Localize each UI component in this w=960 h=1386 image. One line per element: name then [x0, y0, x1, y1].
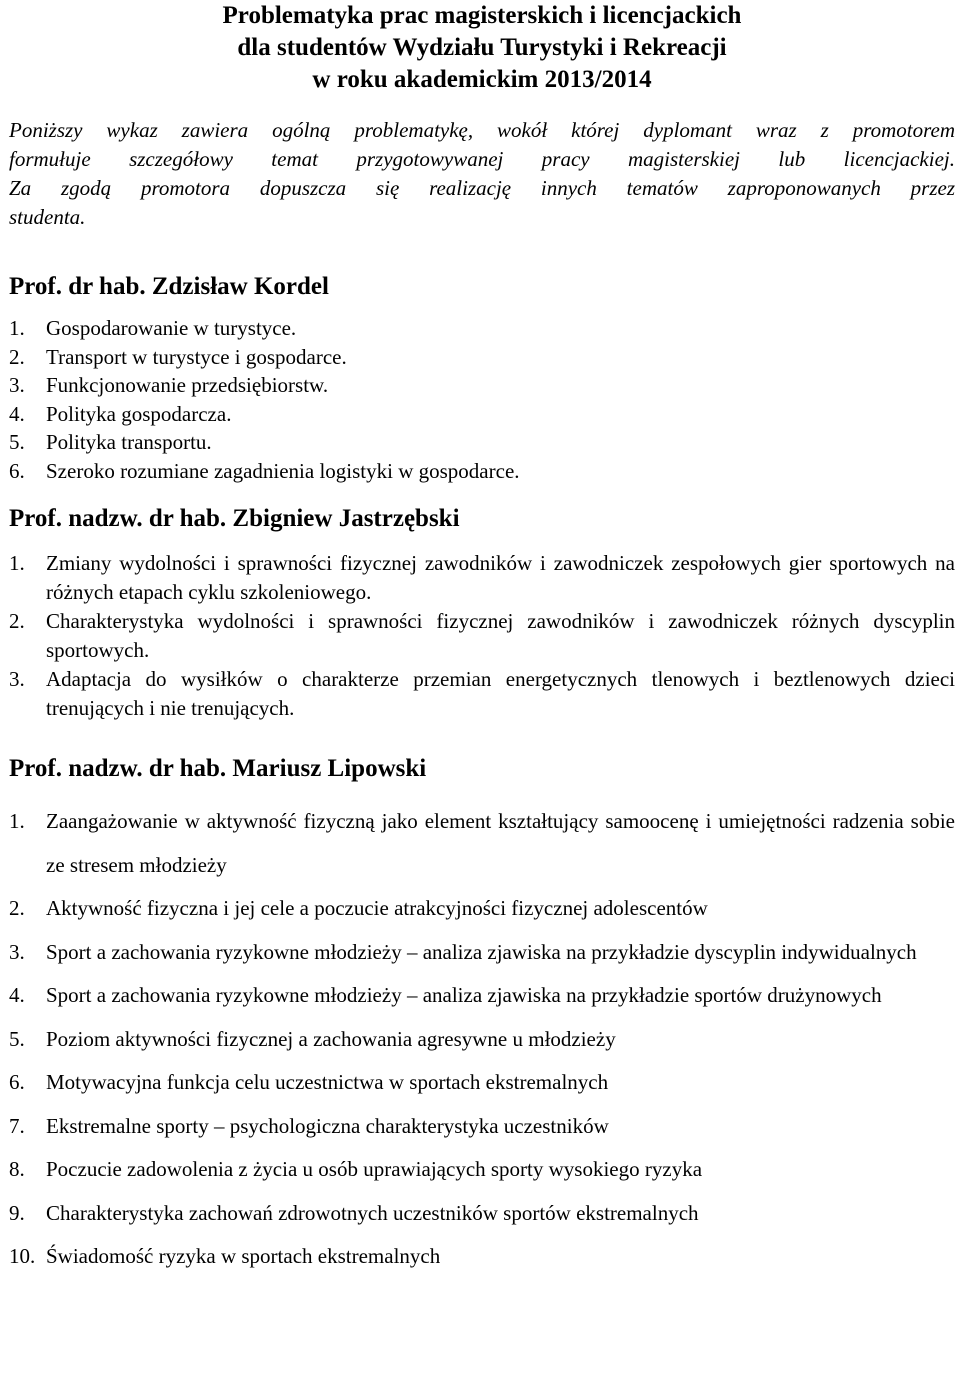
- item-number: 2.: [9, 896, 25, 920]
- document-title: [9, 0, 955, 96]
- item-text: Sport a zachowania ryzykowne młodzieży – analiza zjawiska na przykładzie sportów drużynowych: [46, 983, 882, 1007]
- item-text: Poczucie zadowolenia z życia u osób uprawiających sporty wysokiego ryzyka: [46, 1157, 703, 1181]
- title-line: w roku akademickim 2013/2014: [312, 66, 652, 93]
- item-number: 2.: [9, 344, 25, 369]
- list-item: [9, 974, 955, 1018]
- item-text: Aktywność fizyczna i jej cele a poczucie atrakcyjności fizycznej adolescentów: [46, 896, 708, 920]
- supervisor-heading: Prof. dr hab. Zdzisław Kordel: [9, 273, 329, 300]
- item-number: 10.: [9, 1244, 36, 1268]
- item-number: 5.: [9, 1026, 25, 1051]
- intro-line: Za zgodą promotora dopuszcza się realizację innych tematów zaproponowanych przez: [9, 176, 955, 200]
- item-text: Zaangażowanie w aktywność fizyczną jako element kształtujący samoocenę i umiejętności radzenia sobie ze stresem młodzieży: [46, 809, 955, 877]
- list-item: [9, 931, 955, 975]
- item-text: Polityka gospodarcza.: [46, 401, 232, 426]
- list-item: [9, 1061, 955, 1105]
- item-text: Funkcjonowanie przedsiębiorstw.: [46, 373, 329, 397]
- item-text: Sport a zachowania ryzykowne młodzieży – analiza zjawiska na przykładzie dyscyplin indywidualnych: [46, 939, 917, 964]
- topic-list: [9, 800, 955, 1279]
- list-item: [9, 371, 955, 400]
- item-number: 4.: [9, 401, 25, 426]
- item-text: Świadomość ryzyka w sportach ekstremalnych: [46, 1244, 441, 1268]
- topic-list: [9, 314, 955, 485]
- supervisor-heading: Prof. nadzw. dr hab. Zbigniew Jastrzębski: [9, 505, 460, 532]
- item-text: Ekstremalne sporty – psychologiczna charakterystyka uczestników: [46, 1113, 609, 1138]
- item-number: 4.: [9, 983, 25, 1007]
- list-item: [9, 1192, 955, 1236]
- item-number: 5.: [9, 430, 25, 454]
- list-item: [9, 800, 955, 887]
- list-item: [9, 1105, 955, 1149]
- item-number: 1.: [9, 809, 25, 833]
- list-item: [9, 549, 955, 607]
- item-number: 7.: [9, 1113, 25, 1138]
- list-item: [9, 1235, 955, 1279]
- item-text: Szeroko rozumiane zagadnienia logistyki w gospodarce.: [46, 458, 520, 483]
- item-text: Motywacyjna funkcja celu uczestnictwa w sportach ekstremalnych: [46, 1070, 609, 1094]
- intro-line: formułuje szczegółowy temat przygotowywanej pracy magisterskiej lub licencjackiej.: [9, 147, 955, 171]
- item-text: Polityka transportu.: [46, 430, 212, 454]
- intro-line: Poniższy wykaz zawiera ogólną problematykę, wokół której dyplomant wraz z promotorem: [9, 118, 955, 142]
- title-line: Problematyka prac magisterskich i licencjackich: [222, 2, 742, 29]
- title-line: dla studentów Wydziału Turystyki i Rekreacji: [237, 34, 727, 61]
- item-text: Charakterystyka zachowań zdrowotnych uczestników sportów ekstremalnych: [46, 1200, 699, 1225]
- list-item: [9, 343, 955, 372]
- item-number: 9.: [9, 1200, 25, 1225]
- list-item: [9, 1148, 955, 1192]
- item-text: Charakterystyka wydolności i sprawności fizycznej zawodników i zawodniczek różnych dyscyplin sportowych.: [46, 609, 955, 662]
- item-number: 2.: [9, 609, 25, 633]
- item-text: Adaptacja do wysiłków o charakterze przemian energetycznych tlenowych i beztlenowych dzieci trenujących i nie trenujących.: [46, 667, 955, 720]
- list-item: [9, 1018, 955, 1062]
- item-text: Transport w turystyce i gospodarce.: [46, 344, 347, 369]
- item-number: 6.: [9, 1070, 25, 1094]
- intro-line: studenta.: [9, 205, 86, 229]
- list-item: [9, 400, 955, 429]
- item-number: 3.: [9, 667, 25, 691]
- supervisor-heading: Prof. nadzw. dr hab. Mariusz Lipowski: [9, 755, 427, 782]
- item-text: Poziom aktywności fizycznej a zachowania agresywne u młodzieży: [46, 1026, 616, 1051]
- item-number: 1.: [9, 551, 25, 575]
- item-number: 8.: [9, 1157, 25, 1181]
- item-number: 3.: [9, 373, 25, 397]
- list-item: [9, 314, 955, 343]
- list-item: [9, 457, 955, 486]
- list-item: [9, 607, 955, 665]
- topic-list: [9, 549, 955, 723]
- item-number: 6.: [9, 458, 25, 483]
- item-text: Gospodarowanie w turystyce.: [46, 316, 297, 340]
- intro-paragraph: [9, 116, 955, 232]
- list-item: [9, 428, 955, 457]
- list-item: [9, 665, 955, 723]
- list-item: [9, 887, 955, 931]
- item-number: 3.: [9, 939, 25, 964]
- item-text: Zmiany wydolności i sprawności fizycznej zawodników i zawodniczek zespołowych gier sportowych na różnych etapach cyklu szkoleniowego.: [46, 551, 955, 604]
- item-number: 1.: [9, 316, 25, 340]
